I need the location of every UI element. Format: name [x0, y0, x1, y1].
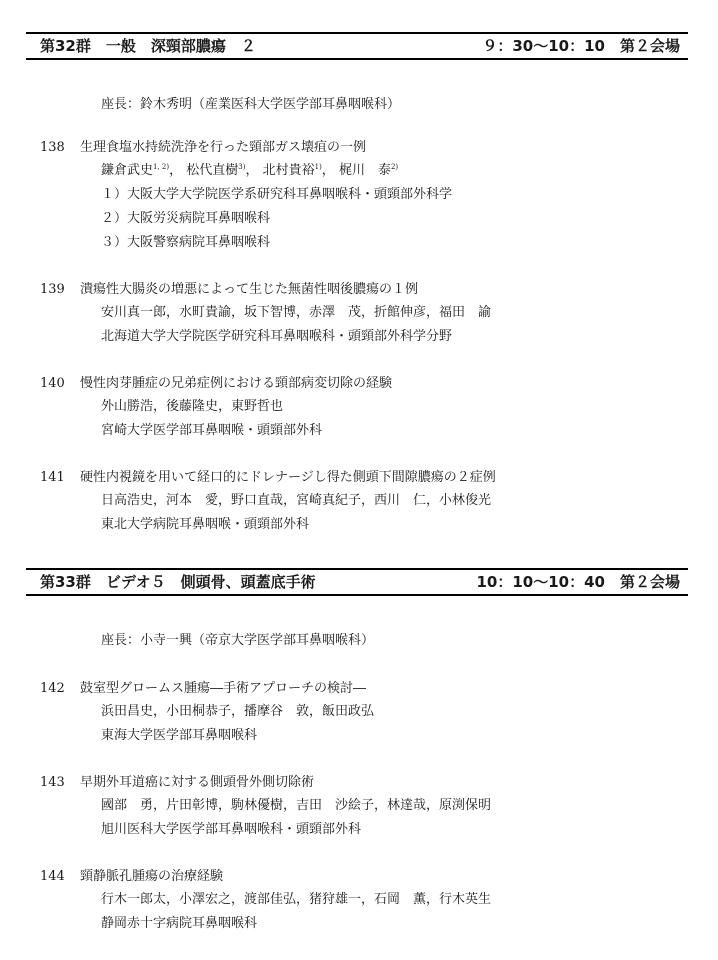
author-affiliation-mark: 1)	[314, 163, 322, 171]
abstract-authors: 外山勝浩，後藤隆史，東野哲也	[101, 399, 284, 414]
session-title: 第33群 ビデオ５ 側頭骨、頭蓋底手術	[40, 573, 316, 591]
author-name: 松代直樹	[186, 163, 239, 178]
abstract-title: 潰瘍性大腸炎の増悪によって生じた無菌性咽後膿瘍の１例	[80, 282, 419, 297]
session-chair: 座長：小寺一興（帝京大学医学部耳鼻咽喉科）	[101, 633, 375, 648]
session-time: ９：30〜10：10 第２会場	[482, 37, 680, 55]
session-time: 10：10〜10：40 第２会場	[476, 573, 680, 591]
abstract-affiliation: 旭川医科大学医学部耳鼻咽喉科・頭頸部外科	[101, 822, 362, 837]
author-affiliation-mark: 2)	[390, 163, 399, 171]
session-chair: 座長：鈴木秀明（産業医科大学医学部耳鼻咽喉科）	[101, 97, 401, 112]
abstract-authors: 日高浩史，河本 愛，野口直哉，宮崎真紀子，西川 仁，小林俊光	[101, 493, 492, 508]
abstract-authors: 鎌倉武史$^{1, 2)}$， 松代直樹$^{3)}$， 北村貴裕$^{1)}$， 梶川 泰$^{2)}$	[101, 163, 399, 178]
author-affiliation-mark: 3)	[238, 163, 246, 171]
abstract-title: 頸静脈孔腫瘍の治療経験	[80, 869, 224, 884]
session-header	[26, 32, 688, 60]
author-name: 鎌倉武史	[101, 163, 154, 178]
abstract-title: 鼓室型グロームス腫瘍―手術アプローチの検討―	[80, 681, 367, 696]
abstract-authors: 安川真一郎，水町貴諭，坂下智博，赤澤 茂，折館伸彦，福田 諭	[101, 305, 492, 320]
abstract-title: 硬性内視鏡を用いて経口的にドレナージし得た側頭下間隙膿瘍の２症例	[80, 470, 496, 485]
abstract-title: 早期外耳道癌に対する側頭骨外側切除術	[80, 775, 315, 790]
abstract-number: 138	[40, 140, 65, 155]
abstract-number: 140	[40, 376, 65, 391]
session-title: 第32群 一般 深頸部膿瘍 ２	[40, 37, 256, 55]
abstract-affiliation: 東海大学医学部耳鼻咽喉科	[101, 728, 258, 743]
abstract-affiliation: 宮崎大学医学部耳鼻咽喉・頭頸部外科	[101, 423, 323, 438]
abstract-title: 慢性肉芽腫症の兄弟症例における頸部病変切除の経験	[80, 376, 393, 391]
abstract-affiliation: 静岡赤十字病院耳鼻咽喉科	[101, 916, 258, 931]
author-affiliation-mark: 1, 2)	[153, 163, 170, 171]
author-name: 北村貴裕	[262, 163, 315, 178]
abstract-title: 生理食塩水持続洗浄を行った頸部ガス壊疽の一例	[80, 140, 367, 155]
abstract-number: 143	[40, 775, 65, 790]
abstract-affiliation: １）大阪大学大学院医学系研究科耳鼻咽喉科・頭頸部外科学	[101, 187, 453, 202]
session-header	[26, 568, 688, 596]
abstract-number: 139	[40, 282, 65, 297]
abstract-affiliation: 東北大学病院耳鼻咽喉・頭頸部外科	[101, 517, 310, 532]
abstract-affiliation: ２）大阪労災病院耳鼻咽喉科	[101, 211, 271, 226]
abstract-authors: 行木一郎太，小澤宏之，渡部佳弘，猪狩雄一，石岡 薫，行木英生	[101, 892, 492, 907]
abstract-number: 144	[40, 869, 65, 884]
abstract-number: 141	[40, 470, 65, 485]
abstract-authors: 浜田昌史，小田桐恭子，播摩谷 敦，飯田政弘	[101, 704, 375, 719]
abstract-affiliation: 北海道大学大学院医学研究科耳鼻咽喉科・頭頸部外科学分野	[101, 329, 453, 344]
abstract-authors: 國部 勇，片田彰博，駒林優樹，吉田 沙絵子，林達哉，原渕保明	[101, 798, 492, 813]
abstract-affiliation: ３）大阪警察病院耳鼻咽喉科	[101, 235, 271, 250]
abstract-number: 142	[40, 681, 65, 696]
author-name: 梶川 泰	[338, 163, 391, 178]
